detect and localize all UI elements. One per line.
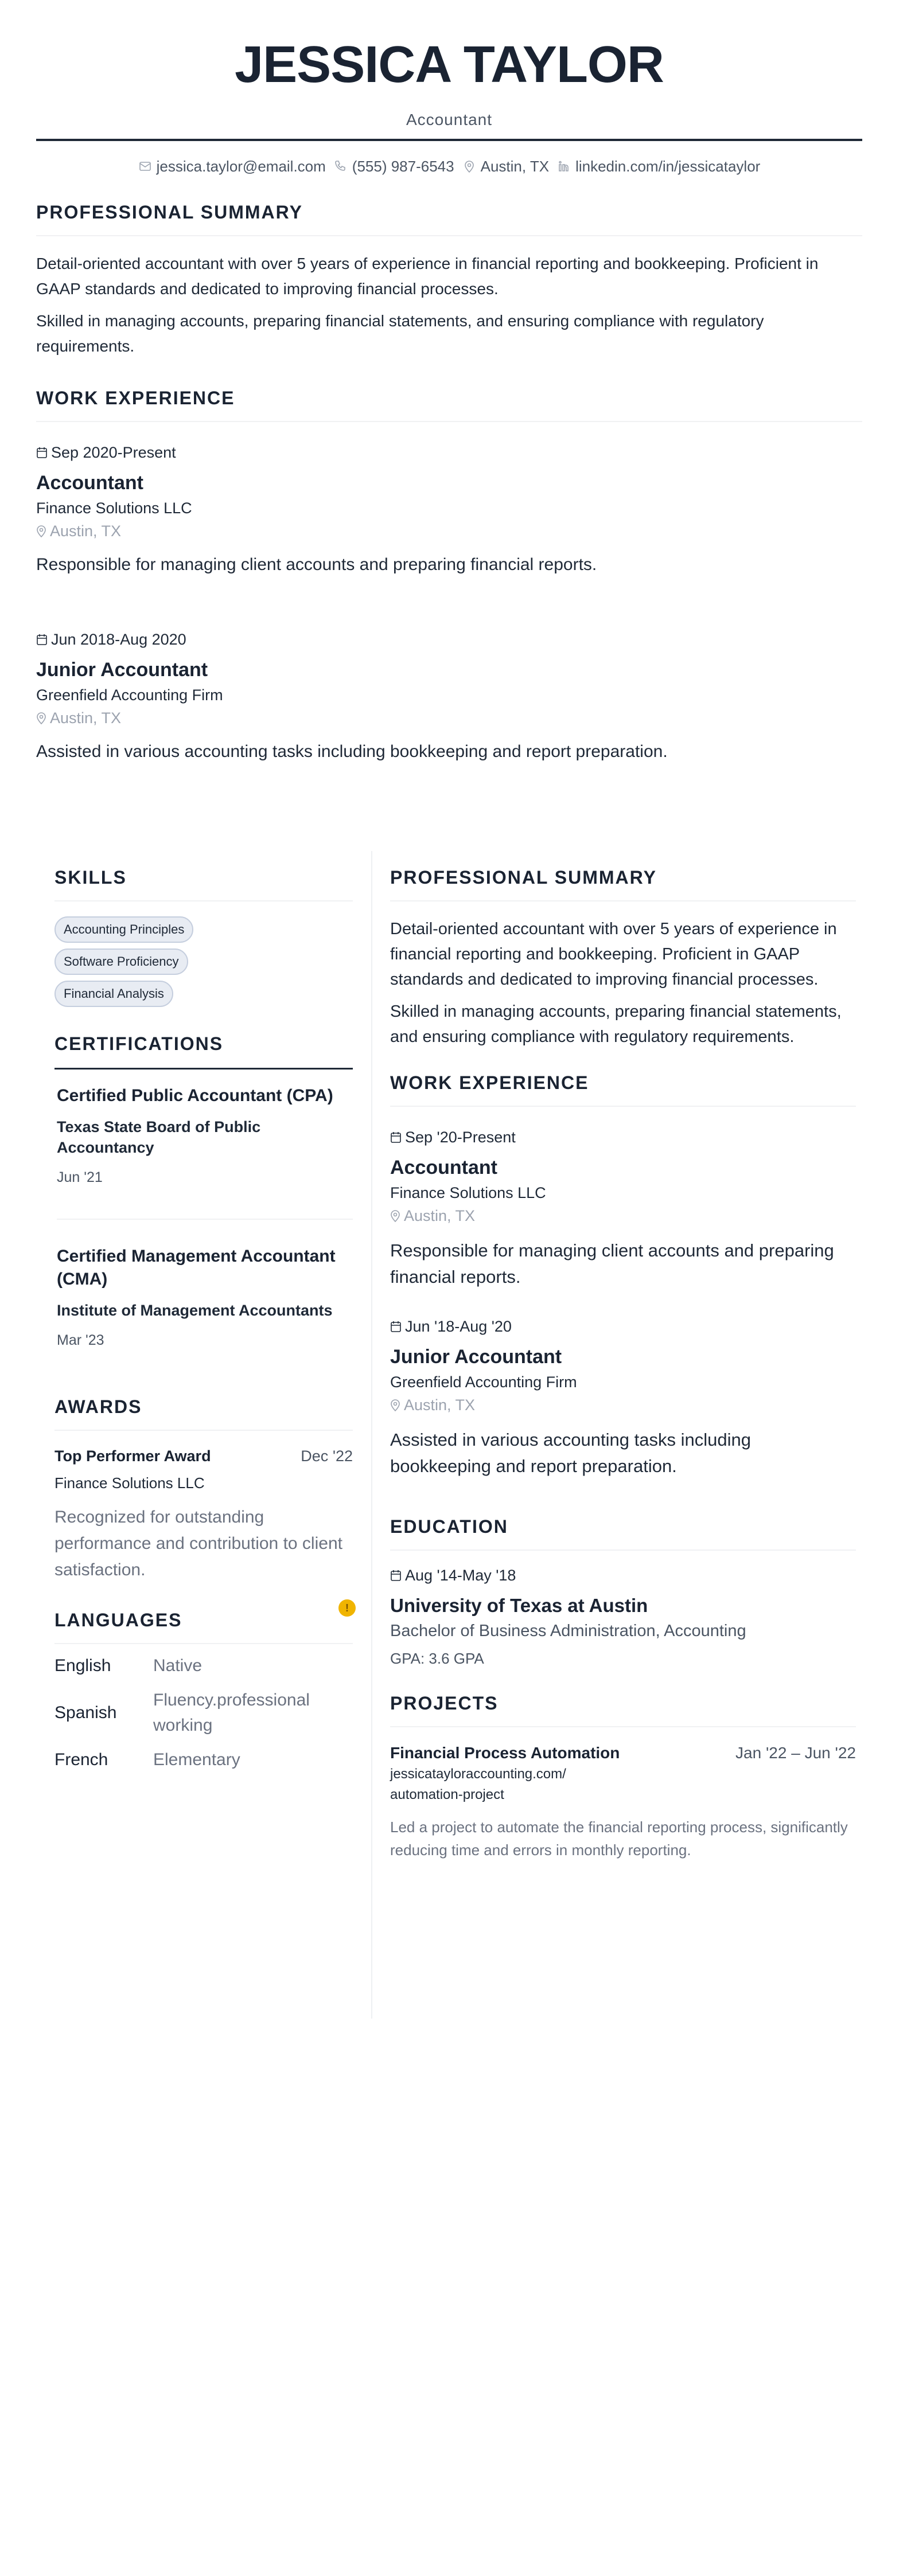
- section-divider: [54, 1430, 353, 1431]
- project-name: Financial Process Automation: [390, 1744, 620, 1762]
- language-level: Elementary: [153, 1750, 240, 1769]
- education-school: University of Texas at Austin: [390, 1595, 648, 1616]
- linkedin-icon: [557, 159, 571, 173]
- language-level: Native: [153, 1656, 203, 1675]
- section-heading: PROFESSIONAL SUMMARY: [390, 867, 657, 888]
- left-column: [54, 866, 353, 1773]
- section-divider: [54, 1068, 353, 1070]
- column-divider: [371, 851, 372, 2019]
- languages-section: [54, 1602, 353, 1773]
- calendar-icon: [390, 1569, 402, 1582]
- job-description: Responsible for managing client accounts and preparing financial reports.: [390, 1240, 834, 1287]
- section-divider: [390, 900, 856, 901]
- skills-section: [54, 866, 353, 1007]
- section-heading: WORK EXPERIENCE: [390, 1072, 589, 1093]
- award-entry: [54, 1446, 353, 1583]
- warning-badge-icon[interactable]: !: [338, 1599, 356, 1617]
- certifications-section: [54, 1032, 353, 1349]
- job-company: Finance Solutions LLC: [36, 499, 192, 517]
- job-entry: [36, 630, 862, 764]
- calendar-icon: [36, 446, 48, 459]
- section-divider: [36, 235, 862, 236]
- skill-tag: Accounting Principles: [54, 916, 193, 943]
- phone-icon: [334, 159, 348, 173]
- calendar-icon: [390, 1131, 402, 1143]
- section-heading: PROFESSIONAL SUMMARY: [36, 202, 303, 223]
- education-dates: Aug '14-May '18: [405, 1567, 516, 1584]
- job-location: Austin, TX: [50, 522, 122, 540]
- language-name: French: [54, 1750, 108, 1769]
- language-name: Spanish: [54, 1703, 117, 1722]
- education-section: [390, 1515, 856, 1669]
- summary-section: [390, 866, 856, 1049]
- certification-divider: [57, 1219, 353, 1220]
- candidate-name: JESSICA TAYLOR: [235, 36, 664, 93]
- section-divider: [390, 1549, 856, 1551]
- certification-entry: [54, 1084, 353, 1186]
- right-column: [390, 866, 856, 1861]
- section-divider: [390, 1106, 856, 1107]
- certification-date: Mar '23: [57, 1332, 104, 1348]
- job-title: Accountant: [36, 472, 143, 494]
- section-divider: [54, 900, 353, 901]
- skills-list: [54, 916, 353, 1007]
- job-title: Accountant: [390, 1157, 497, 1178]
- job-entry: [390, 1127, 856, 1290]
- job-dates: Sep '20-Present: [405, 1129, 516, 1146]
- award-description: Recognized for outstanding performance and contribution to client satisfaction.: [54, 1508, 342, 1579]
- project-dates: Jan '22 – Jun '22: [735, 1744, 856, 1762]
- job-description: Responsible for managing client accounts and preparing financial reports.: [36, 555, 597, 574]
- certification-date: Jun '21: [57, 1169, 103, 1185]
- certification-name: Certified Public Accountant (CPA): [57, 1086, 333, 1105]
- section-divider: [54, 1643, 353, 1644]
- certification-issuer: Texas State Board of Public Accountancy: [57, 1118, 261, 1156]
- contact-linkedin[interactable]: linkedin.com/in/jessicataylor: [557, 156, 760, 177]
- candidate-title: Accountant: [406, 111, 493, 128]
- job-description: Assisted in various accounting tasks including bookkeeping and report preparation.: [390, 1430, 751, 1476]
- education-gpa: GPA: 3.6 GPA: [390, 1650, 484, 1667]
- top-section: [36, 201, 862, 764]
- job-company: Greenfield Accounting Firm: [390, 1373, 577, 1391]
- job-dates: Jun '18-Aug '20: [405, 1318, 512, 1335]
- section-divider: [36, 421, 862, 422]
- summary-paragraph: Skilled in managing accounts, preparing financial statements, and ensuring compliance with regulatory requirements.: [390, 1002, 842, 1046]
- award-name: Top Performer Award: [54, 1447, 211, 1465]
- job-location: Austin, TX: [404, 1396, 476, 1414]
- job-dates: Sep 2020-Present: [51, 444, 176, 461]
- summary-paragraph: Detail-oriented accountant with over 5 years of experience in financial reporting and bookkeeping. Proficient in GAAP standards and dedicated to improving financial processes.: [36, 255, 819, 298]
- summary-paragraph: Skilled in managing accounts, preparing financial statements, and ensuring compliance with regulatory requirements.: [36, 312, 764, 355]
- job-company: Greenfield Accounting Firm: [36, 686, 223, 704]
- project-description: Led a project to automate the financial reporting process, significantly reducing time and errors in monthly reporting.: [390, 1818, 848, 1859]
- award-date: Dec '22: [301, 1447, 353, 1465]
- education-entry: [390, 1566, 856, 1669]
- job-title: Junior Accountant: [36, 659, 208, 681]
- job-entry: [390, 1317, 856, 1480]
- education-degree: Bachelor of Business Administration, Accounting: [390, 1622, 746, 1640]
- skill-tag: Software Proficiency: [54, 949, 188, 975]
- job-company: Finance Solutions LLC: [390, 1184, 546, 1201]
- section-divider: [390, 1726, 856, 1727]
- map-pin-icon: [390, 1398, 400, 1412]
- map-pin-icon: [462, 159, 476, 173]
- language-row: [54, 1688, 353, 1738]
- section-heading: PROJECTS: [390, 1693, 499, 1714]
- certification-name: Certified Management Accountant (CMA): [57, 1247, 336, 1289]
- summary-section: [36, 201, 862, 359]
- language-level: Fluency.professional working: [153, 1691, 310, 1735]
- section-heading: CERTIFICATIONS: [54, 1033, 224, 1054]
- contact-location: Austin, TX: [462, 156, 549, 177]
- summary-paragraph: Detail-oriented accountant with over 5 years of experience in financial reporting and bookkeeping. Proficient in GAAP standards and dedicated to improving financial processes.: [390, 920, 837, 989]
- experience-section: [390, 1071, 856, 1480]
- section-heading: AWARDS: [54, 1396, 142, 1417]
- certification-entry: [54, 1245, 353, 1349]
- experience-section: [36, 387, 862, 764]
- language-row: [54, 1653, 353, 1679]
- project-link[interactable]: jessicatayloraccounting.com/automation-project: [390, 1766, 566, 1802]
- contact-email[interactable]: jessica.taylor@email.com: [138, 156, 326, 177]
- language-name: English: [54, 1656, 111, 1675]
- languages-list: [54, 1653, 353, 1773]
- map-pin-icon: [36, 524, 46, 538]
- contact-phone[interactable]: (555) 987-6543: [334, 156, 454, 177]
- header-divider: [36, 139, 862, 141]
- award-organization: Finance Solutions LLC: [54, 1474, 205, 1492]
- section-heading: LANGUAGES: [54, 1610, 182, 1630]
- job-location: Austin, TX: [404, 1207, 476, 1224]
- job-dates: Jun 2018-Aug 2020: [51, 631, 186, 648]
- language-row: [54, 1747, 353, 1773]
- project-entry: [390, 1742, 856, 1861]
- section-heading: WORK EXPERIENCE: [36, 388, 235, 408]
- contact-bar: [36, 156, 862, 177]
- job-entry: [36, 443, 862, 577]
- skill-tag: Financial Analysis: [54, 981, 173, 1007]
- calendar-icon: [390, 1320, 402, 1333]
- certification-issuer: Institute of Management Accountants: [57, 1302, 333, 1319]
- projects-section: [390, 1692, 856, 1861]
- section-heading: EDUCATION: [390, 1516, 508, 1537]
- map-pin-icon: [390, 1209, 400, 1223]
- resume-header: [36, 33, 862, 130]
- section-heading: SKILLS: [54, 867, 127, 888]
- map-pin-icon: [36, 711, 46, 725]
- calendar-icon: [36, 633, 48, 646]
- mail-icon: [138, 159, 152, 173]
- job-description: Assisted in various accounting tasks including bookkeeping and report preparation.: [36, 742, 668, 761]
- awards-section: [54, 1395, 353, 1583]
- job-location: Austin, TX: [50, 709, 122, 727]
- job-title: Junior Accountant: [390, 1346, 562, 1368]
